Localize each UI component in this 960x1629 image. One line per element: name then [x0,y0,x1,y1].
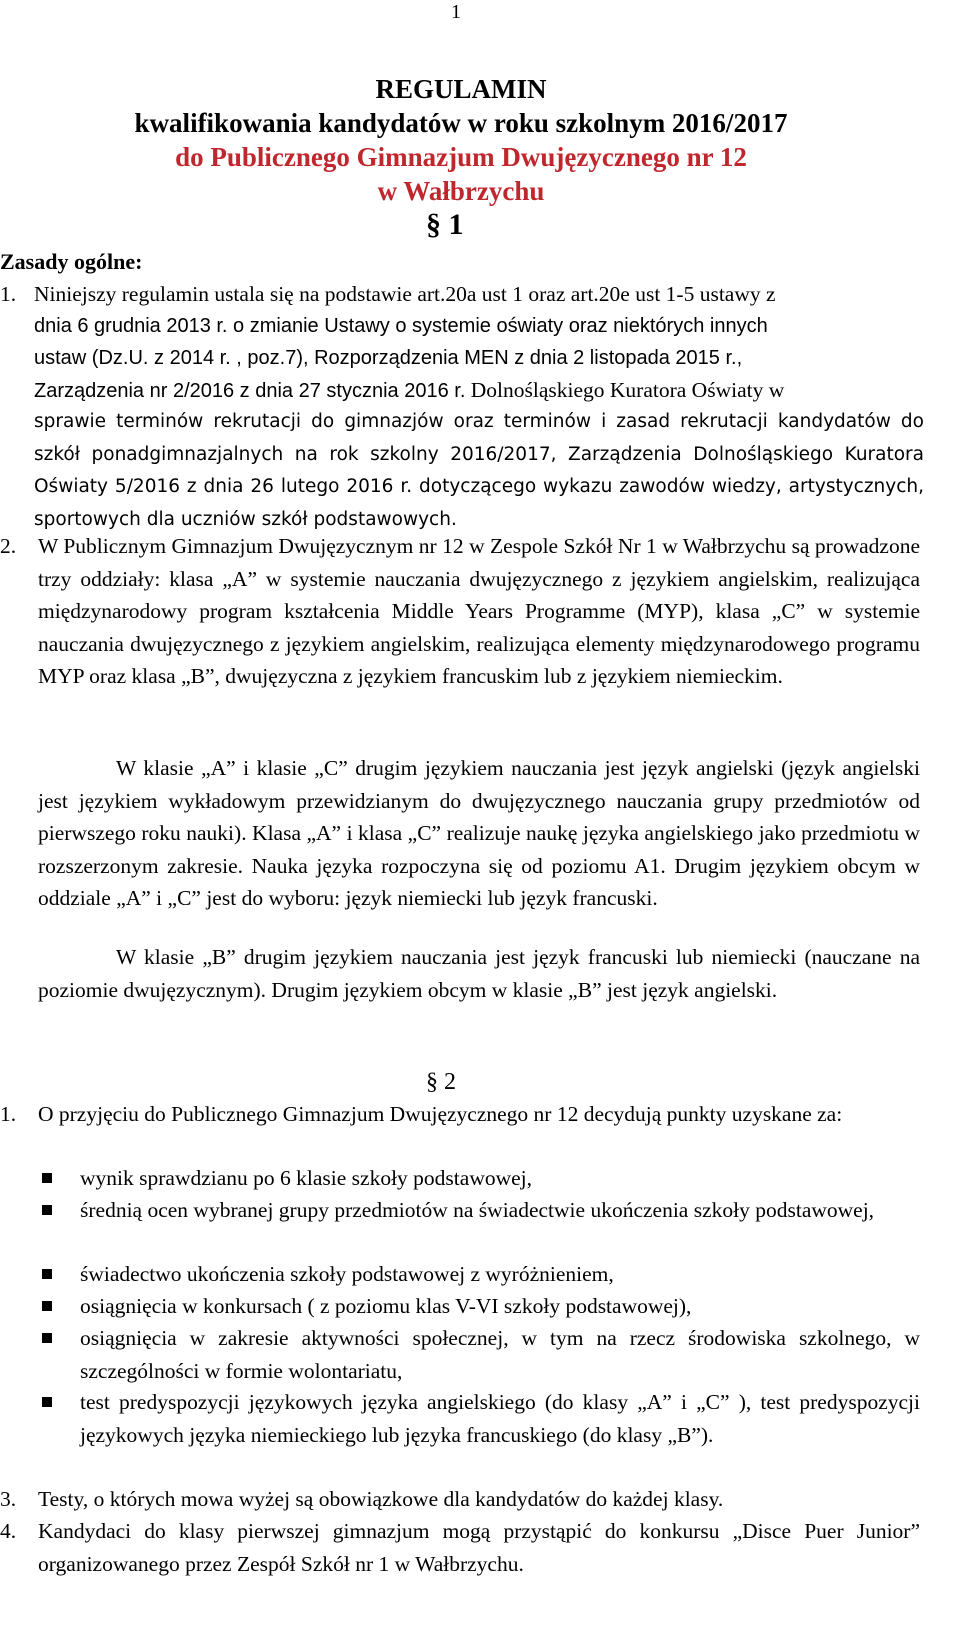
square-bullet-icon [42,1205,52,1215]
square-bullet-icon [42,1333,52,1343]
point-2-text: W Publicznym Gimnazjum Dwujęzycznym nr 12 w Zespole Szkół Nr 1 w Wałbrzychu są prowadzone trzy oddziały: klasa „A” w systemie nauczania dwujęzycznego z językiem angielskim, realizująca międzynarodowy program kształcenia Middle Years Programme (MYP), klasa „C” w systemie nauczania dwujęzycznego z językiem angielskim, realizująca elementy międzynarodowego programu MYP oraz klasa „B”, dwujęzyczna z językiem francuskim lub z językiem niemieckim. [38,534,920,688]
square-bullet-icon [42,1301,52,1311]
point-1-line-4-part-b: Dolnośląskiego Kuratora Oświaty w [465,378,785,402]
document-title: REGULAMIN [375,74,547,104]
section-2-point-3-number: 3. [0,1487,17,1511]
list-item-text: osiągnięcia w zakresie aktywności społecznej, w tym na rzecz środowiska szkolnego, w szczególności w formie wolontariatu, [80,1326,920,1383]
point-2-number: 2. [0,534,17,558]
square-bullet-icon [42,1397,52,1407]
square-bullet-icon [42,1173,52,1183]
square-bullet-icon [42,1269,52,1279]
section-2-heading: § 2 [426,1069,456,1095]
section-2-point-4-text: Kandydaci do klasy pierwszej gimnazjum mogą przystąpić do konkursu „Disce Puer Junior” organizowanego przez Zespół Szkół nr 1 w Wałbrzychu. [38,1519,920,1576]
point-1-line-4-part-a: Zarządzenia nr 2/2016 z dnia 27 stycznia 2016 r. [34,380,466,402]
point-2-paragraph-2: W klasie „A” i klasie „C” drugim językiem nauczania jest język angielski (język angielski jest językiem wykładowym przewidzianym do dwujęzycznego nauczania grupy przedmiotów od pierwszego roku nauki). Klasa „A” i klasa „C” realizuje naukę języka angielskiego jako przedmiotu w rozszerzonym zakresie. Nauka języka rozpoczyna się od poziomu A1. Drugim językiem obcym w oddziale „A” i „C” jest do wyboru: język niemiecki lub język francuski. [38,756,920,910]
point-1-line-3: ustaw (Dz.U. z 2014 r. , poz.7), Rozporządzenia MEN z dnia 2 listopada 2015 r., [34,347,743,369]
school-city: w Wałbrzychu [377,176,545,206]
point-1-rest: sprawie terminów rekrutacji do gimnazjów oraz terminów i zasad rekrutacji kandydatów do szkół ponadgimnazjalnych na rok szkolny 2016/2017, Zarządzenia Dolnośląskiego Kuratora Oświaty 5/2016 z dnia 26 lutego 2016 r. dotyczącego wykazu zawodów wiedzy, artystycznych, sportowych dla uczniów szkół podstawowych. [34,411,924,530]
section-1-heading: § 1 [426,208,464,241]
list-item-text: średnią ocen wybranej grupy przedmiotów na świadectwie ukończenia szkoły podstawowej, [80,1198,875,1222]
section-2-point-3-text: Testy, o których mowa wyżej są obowiązkowe dla kandydatów do każdej klasy. [38,1487,724,1511]
page-number: 1 [451,1,461,23]
section-2-point-1-text: O przyjęciu do Publicznego Gimnazjum Dwujęzycznego nr 12 decydują punkty uzyskane za: [38,1102,843,1126]
school-name: do Publicznego Gimnazjum Dwujęzycznego nr 12 [175,142,747,172]
list-item-text: osiągnięcia w konkursach ( z poziomu klas V-VI szkoły podstawowej), [80,1294,692,1318]
point-1-line-4 [34,374,924,408]
list-item-text: test predyspozycji językowych języka angielskiego (do klasy „A” i „C” ), test predyspozycji językowych języka niemieckiego lub języka francuskiego (do klasy „B”). [80,1390,920,1447]
point-2-paragraph-3: W klasie „B” drugim językiem nauczania jest język francuski lub niemiecki (nauczane na poziomie dwujęzycznym). Drugim językiem obcym w klasie „B” jest język angielski. [38,945,920,1002]
list-item-text: wynik sprawdzianu po 6 klasie szkoły podstawowej, [80,1166,533,1190]
document-subtitle: kwalifikowania kandydatów w roku szkolnym 2016/2017 [134,108,788,138]
general-rules-heading: Zasady ogólne: [0,249,143,274]
point-1-number: 1. [0,282,17,306]
point-1-line-2: dnia 6 grudnia 2013 r. o zmianie Ustawy o systemie oświaty oraz niektórych innych [34,315,768,337]
list-item-text: świadectwo ukończenia szkoły podstawowej z wyróżnieniem, [80,1262,614,1286]
section-2-point-4-number: 4. [0,1519,17,1543]
point-1-line-1: Niniejszy regulamin ustala się na podstawie art.20a ust 1 oraz art.20e ust 1-5 ustawy z [34,282,776,306]
section-2-point-1-number: 1. [0,1102,17,1126]
